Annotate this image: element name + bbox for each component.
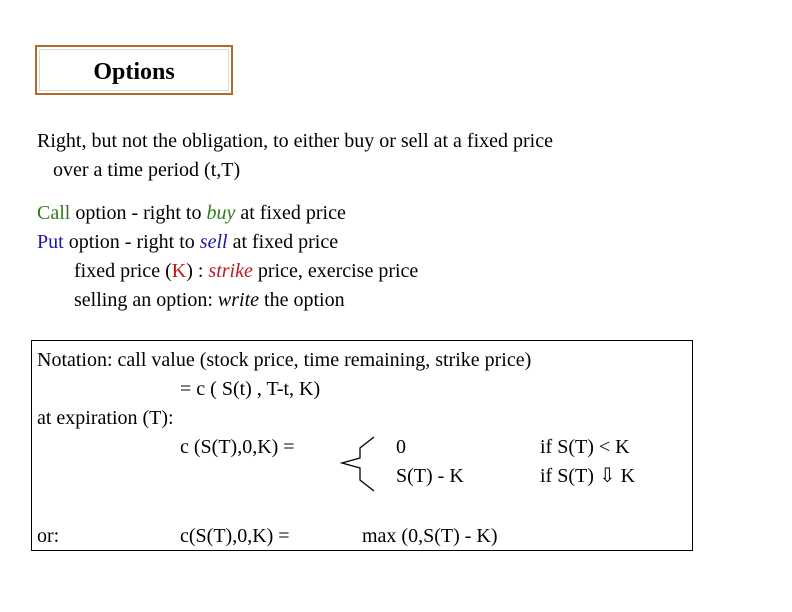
strike-symbol: K: [171, 260, 187, 282]
write-definition: [74, 288, 345, 312]
strike-post: price, exercise price: [252, 260, 419, 282]
put-before: option - right to: [63, 231, 200, 253]
case-2-value: S(T) - K: [396, 465, 464, 487]
payoff-lhs: c (S(T),0,K) =: [180, 436, 295, 458]
put-verb: sell: [199, 231, 228, 253]
or-rhs: max (0,S(T) - K): [362, 525, 498, 547]
notation-line-3: at expiration (T):: [37, 407, 174, 429]
case-1-value: 0: [396, 436, 406, 458]
notation-line-1: Notation: call value (stock price, time remaining, strike price): [37, 349, 532, 371]
or-label: or:: [37, 525, 60, 547]
put-definition: [37, 230, 338, 254]
call-verb: buy: [206, 202, 236, 224]
strike-mid: ) :: [186, 260, 209, 282]
notation-line-2: = c ( S(t) , T-t, K): [180, 378, 321, 400]
or-lhs: c(S(T),0,K) =: [180, 525, 290, 547]
put-term: Put: [37, 231, 64, 253]
left-brace-icon: [340, 434, 380, 494]
call-before: option - right to: [70, 202, 207, 224]
intro-line-1: Right, but not the obligation, to either buy or sell at a fixed price: [37, 130, 553, 152]
strike-definition: [74, 259, 418, 283]
call-term: Call: [37, 202, 71, 224]
strike-pre: fixed price (: [74, 260, 172, 282]
write-word: write: [217, 289, 260, 311]
page-title: Options: [93, 59, 175, 85]
put-after: at fixed price: [227, 231, 339, 253]
write-pre: selling an option:: [74, 289, 218, 311]
intro-line-2: over a time period (t,T): [53, 159, 241, 181]
case-1-condition: if S(T) < K: [540, 436, 630, 458]
strike-word: strike: [208, 260, 253, 282]
call-after: at fixed price: [235, 202, 346, 224]
title-box: [35, 45, 233, 95]
write-post: the option: [259, 289, 345, 311]
case-2-condition: if S(T) ⇩ K: [540, 465, 636, 487]
call-definition: [37, 201, 346, 225]
